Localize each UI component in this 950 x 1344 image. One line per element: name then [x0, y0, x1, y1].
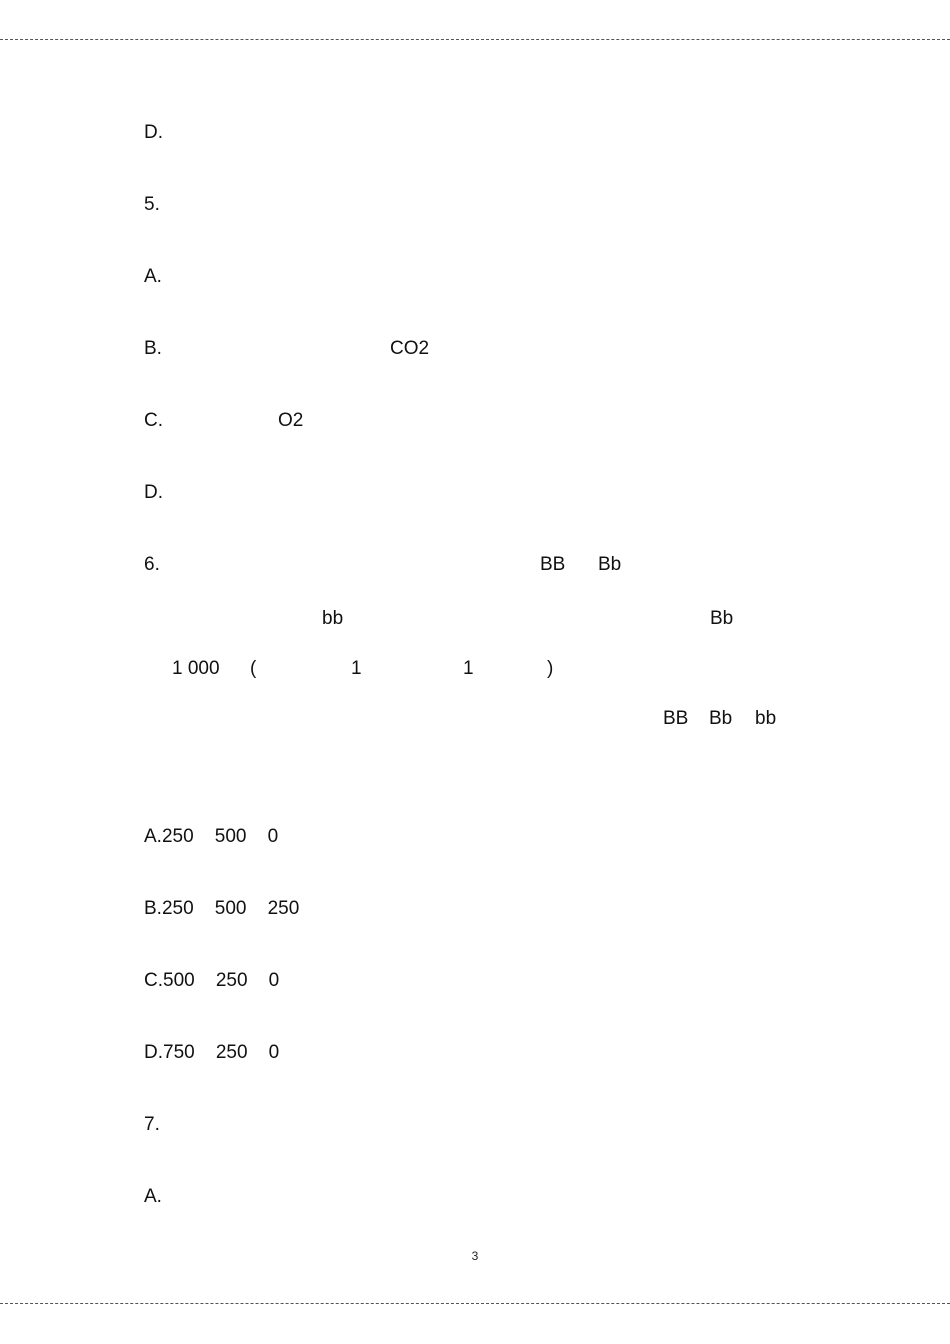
q6-line3-count: 1 000 [172, 658, 220, 679]
q6-option-a: A.250 500 0 [144, 826, 279, 847]
q6-option-b: B.250 500 250 [144, 898, 300, 919]
q6-line4-bb: bb [755, 708, 777, 729]
q7-option-a: A. [144, 1186, 162, 1207]
q5-option-c-term: O2 [278, 410, 304, 431]
q7-number: 7. [144, 1114, 160, 1135]
footer-rule [0, 1303, 950, 1304]
q6-line4-BB: BB [663, 708, 689, 729]
q6-genotype-BB: BB [540, 554, 566, 575]
q5-option-d: D. [144, 482, 163, 503]
q6-line3-close-paren: ) [547, 658, 554, 679]
q6-line2-Bb: Bb [710, 608, 734, 629]
q5-option-b-term: CO2 [390, 338, 430, 359]
q6-line4-Bb: Bb [709, 708, 733, 729]
q5-option-c: C. [144, 410, 163, 431]
header-rule [0, 39, 950, 40]
q6-line3-ratio-b: 1 [463, 658, 474, 679]
q6-line2-bb: bb [322, 608, 344, 629]
q6-genotype-Bb: Bb [598, 554, 622, 575]
q6-line3-ratio-a: 1 [351, 658, 362, 679]
q6-option-d: D.750 250 0 [144, 1042, 280, 1063]
q5-number: 5. [144, 194, 160, 215]
page-number: 3 [471, 1249, 479, 1263]
q4-option-d: D. [144, 122, 163, 143]
q6-number: 6. [144, 554, 160, 575]
q5-option-a: A. [144, 266, 162, 287]
q6-line3-open-paren: ( [250, 658, 257, 679]
q5-option-b: B. [144, 338, 162, 359]
q6-option-c: C.500 250 0 [144, 970, 280, 991]
